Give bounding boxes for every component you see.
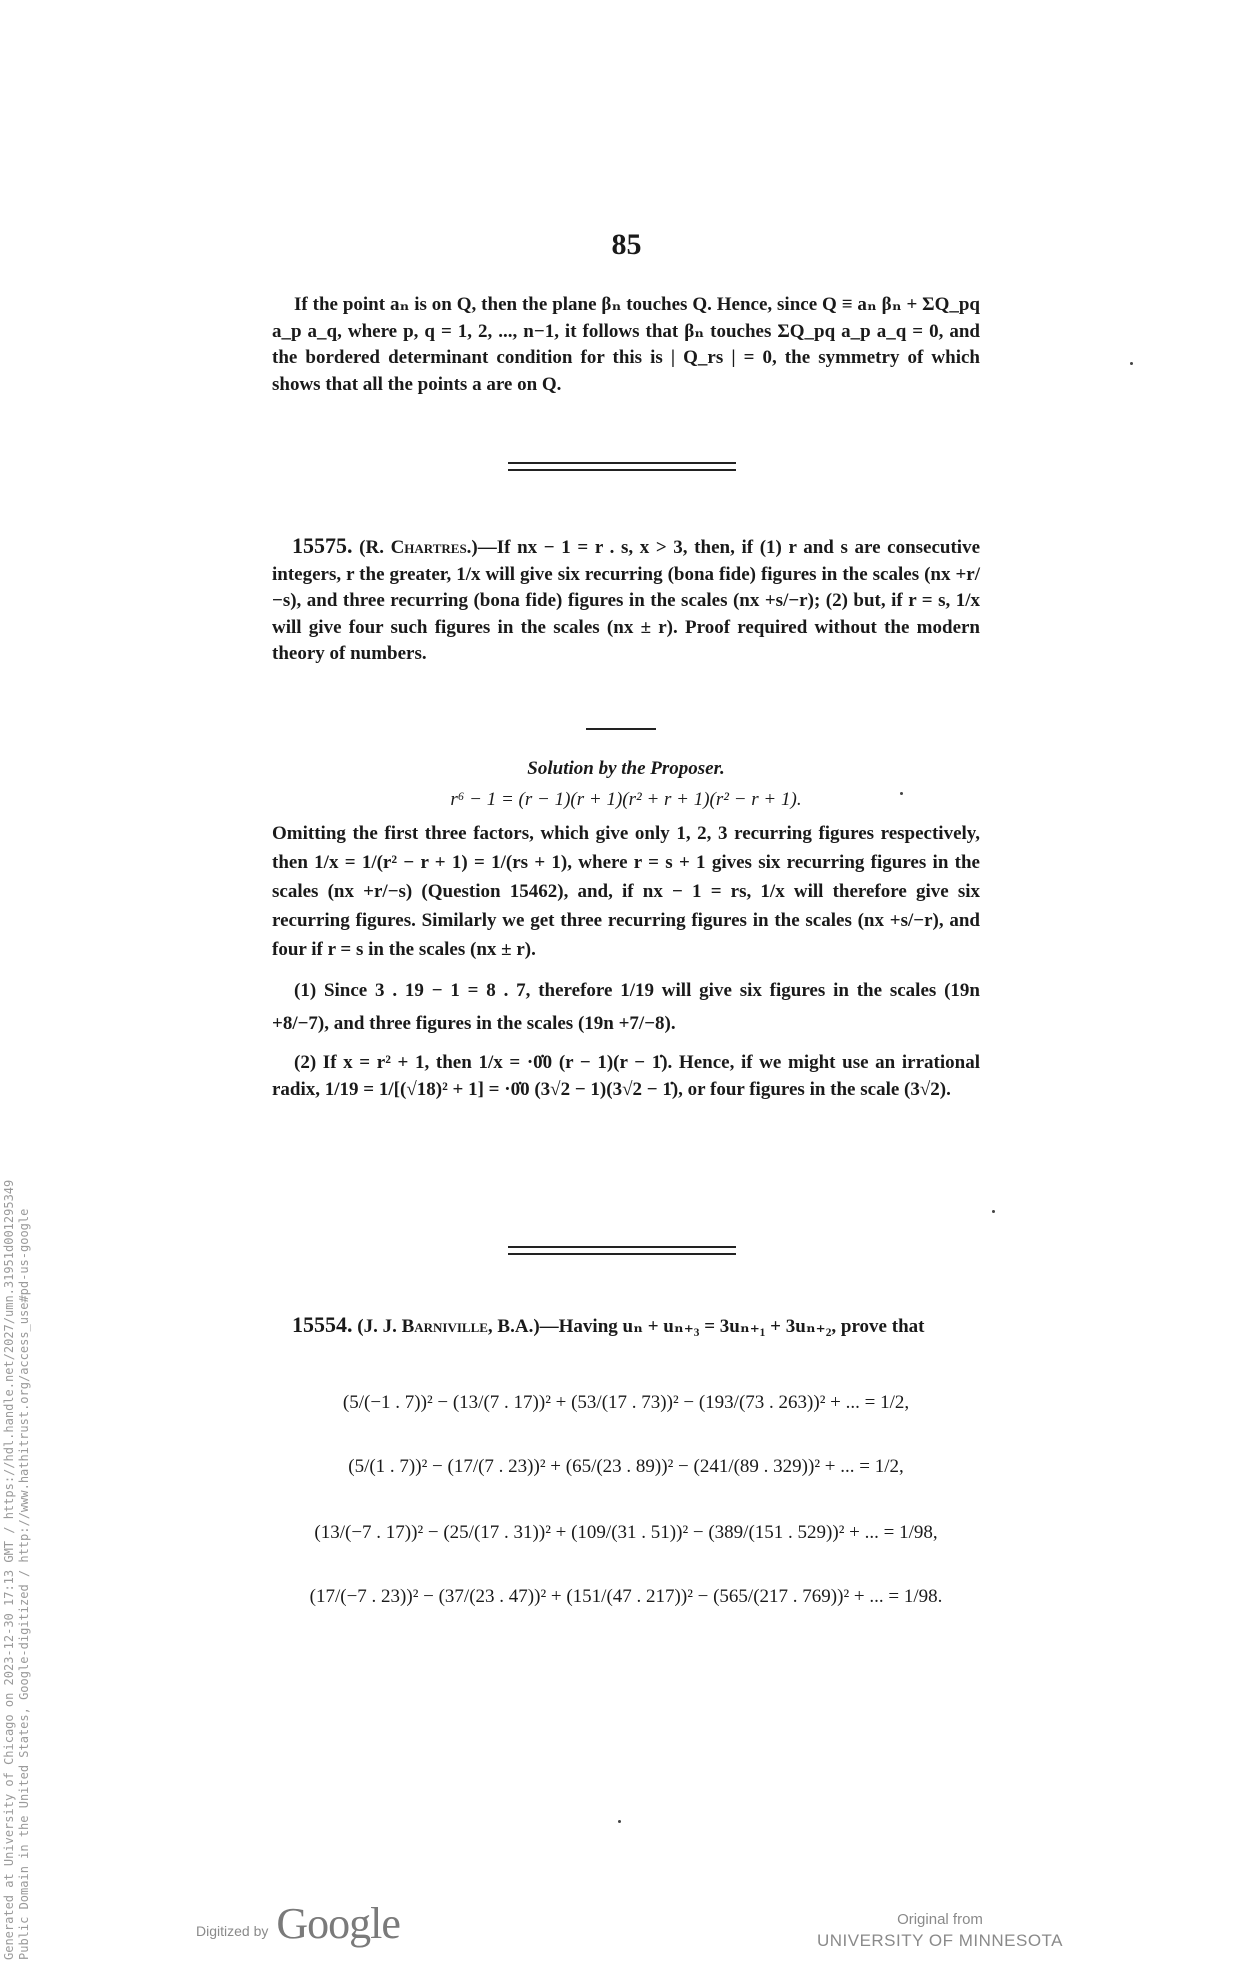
- continued-text: If the point aₙ is on Q, then the plane βₙ touches Q. Hence, since Q ≡ aₙ βₙ + ΣQ_pq a_p a_q, where p, q = 1, 2, ..., n−1, it follows that βₙ touches ΣQ_pq a_p a_q = 0, and the bordered determinant condition for this is | Q_rs | = 0, the symmetry of which shows that all the points a are on Q.: [272, 294, 980, 395]
- watermark-line-1: Generated at University of Chicago on 2023-12-30 17:13 GMT / https://hdl.handle.net/2027/umn.31951d001295349: [2, 1179, 16, 1960]
- question-statement: —Having uₙ + uₙ₊₃ = 3uₙ₊₁ + 3uₙ₊₂, prove that: [539, 1316, 925, 1337]
- section-divider-2: [508, 1246, 736, 1255]
- series-equation-4: (17/(−7 . 23))² − (37/(23 . 47))² + (151/(47 . 217))² − (565/(217 . 769))² + ... = 1/98.: [309, 1586, 943, 1607]
- section-divider: [508, 462, 736, 471]
- solution-heading: Solution by the Proposer.: [527, 758, 725, 779]
- question-statement: —If nx − 1 = r . s, x > 3, then, if (1) r and s are consecutive integers, r the greater, 1/x will give six recurring (bona fide) figures in the scales (nx +r/−s), and three recurring (bona fide) figures in the scales (nx +s/−r); (2) but, if r = s, 1/x will give four such figures in the scales (nx ± r). Proof required without the modern theory of numbers.: [272, 537, 980, 664]
- solution-identity: r⁶ − 1 = (r − 1)(r + 1)(r² + r + 1)(r² − r + 1).: [450, 788, 802, 810]
- original-from-label: Original from: [897, 1911, 983, 1928]
- continued-paragraph: [272, 292, 980, 398]
- hathitrust-watermark: [2, 1180, 32, 1960]
- solution-divider: [586, 728, 656, 730]
- series-equation-3: (13/(−7 . 17))² − (25/(17 . 31))² + (109/(31 . 51))² − (389/(151 . 529))² + ... = 1/98,: [314, 1522, 938, 1543]
- question-15575: [272, 533, 980, 668]
- solution-paragraph-1: Omitting the first three factors, which give only 1, 2, 3 recurring figures respectively, then 1/x = 1/(r² − r + 1) = 1/(rs + 1), where r = s + 1 gives six recurring figures in the scales (nx +r/−s) (Question 15462), and, if nx − 1 = rs, 1/x will therefore give six recurring figures. Similarly we get three recurring figures in the scales (nx +s/−r), and four if r = s in the scales (nx ± r).: [272, 823, 980, 960]
- digitized-by-google: [196, 1898, 400, 1949]
- question-15554: [272, 1312, 980, 1341]
- page-speck: [900, 792, 903, 795]
- question-number: 15575.: [292, 533, 353, 558]
- digitized-by-label: Digitized by: [196, 1923, 269, 1939]
- solution-15575: [272, 756, 980, 1103]
- question-number: 15554.: [292, 1312, 353, 1337]
- question-author: (R. Chartres.): [359, 537, 478, 558]
- watermark-line-2: Public Domain in the United States, Google-digitized / http://www.hathitrust.org/access_use#pd-us-google: [17, 1208, 31, 1960]
- page-speck: [1130, 362, 1133, 365]
- page-speck: [992, 1210, 995, 1213]
- solution-paragraph-2: (1) Since 3 . 19 − 1 = 8 . 7, therefore 1/19 will give six figures in the scales (19n +8/−7), and three figures in the scales (19n +7/−8).: [272, 980, 980, 1034]
- series-equation-1: (5/(−1 . 7))² − (13/(7 . 17))² + (53/(17 . 73))² − (193/(73 . 263))² + ... = 1/2,: [342, 1392, 910, 1413]
- google-logo-text: Google: [276, 1899, 400, 1948]
- page-number: 85: [611, 228, 642, 261]
- page-speck: [618, 1820, 621, 1823]
- series-equation-2: (5/(1 . 7))² − (17/(7 . 23))² + (65/(23 . 89))² − (241/(89 . 329))² + ... = 1/2,: [348, 1456, 904, 1477]
- original-source: [800, 1910, 1080, 1952]
- university-name: UNIVERSITY OF MINNESOTA: [816, 1931, 1064, 1950]
- question-author: (J. J. Barniville, B.A.): [357, 1316, 540, 1337]
- solution-paragraph-3: (2) If x = r² + 1, then 1/x = ·0̇0 (r − 1)(r − 1̇). Hence, if we might use an irrational radix, 1/19 = 1/[(√18)² + 1] = ·0̇0 (3√2 − 1)(3√2 − 1̇), or four figures in the scale (3√2).: [272, 1052, 980, 1100]
